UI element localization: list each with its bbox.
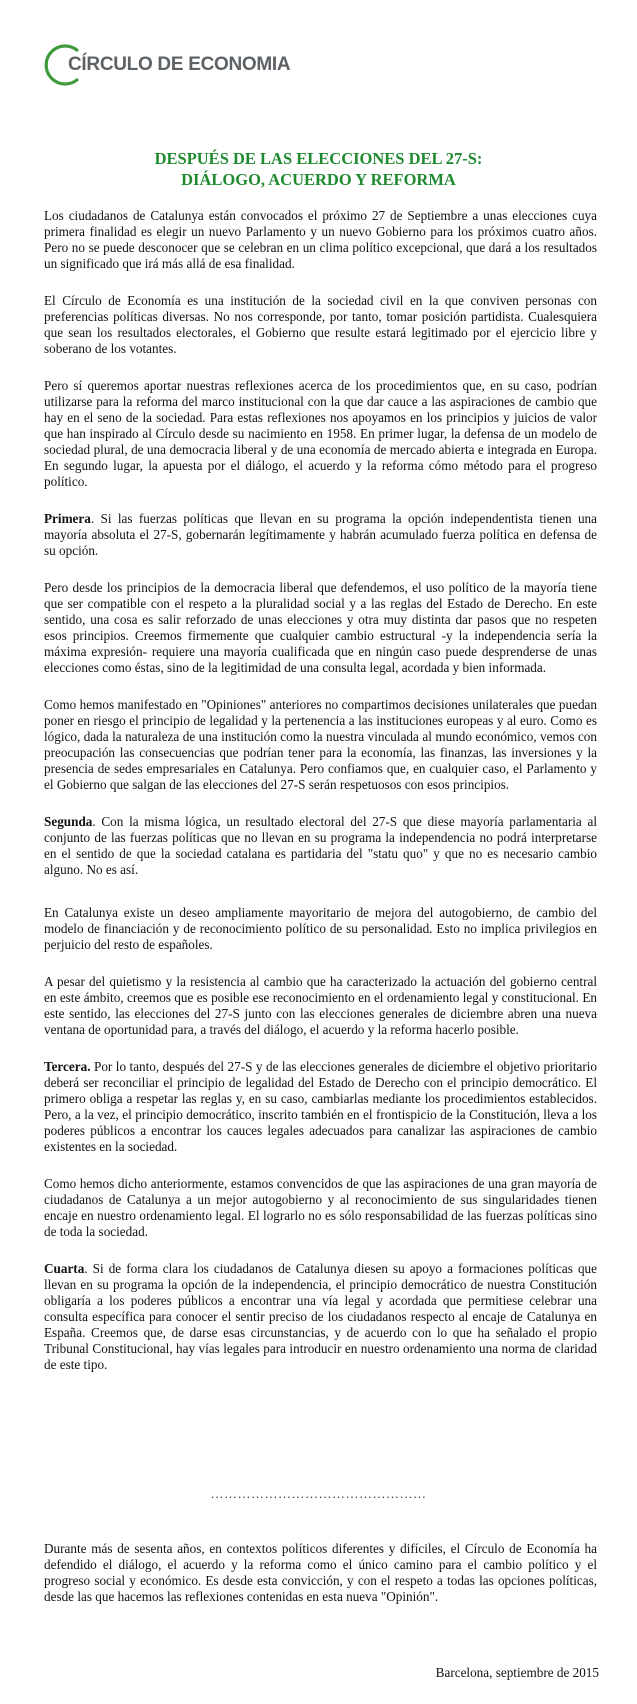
closing-paragraph: Durante más de sesenta años, en contextos políticos diferentes y difíciles, el Círculo de Economía ha defendido el diálogo, el acuerdo y la reforma como el único camino para el cambio político y el progreso social y económico. Es desde esta convicción, y con el respeto a todas las opciones políticas, desde las que hacemos las reflexiones contenidas en esta nueva "Opinión". (44, 1541, 597, 1604)
paragraph (44, 697, 597, 793)
paragraph-text: El Círculo de Economía es una institución de la sociedad civil en la que conviven personas con preferencias políticas diversas. No nos corresponde, por tanto, tomar posición partidista. Cualesquiera que sean los resultados electorales, el Gobierno que resulte estará legitimado por el ejercicio libre y soberano de los votantes. (44, 293, 597, 356)
paragraph-text: Como hemos dicho anteriormente, estamos convencidos de que las aspiraciones de una gran mayoría de ciudadanos de Catalunya a un mejor autogobierno y al reconocimiento de sus singularidades tienen encaje en nuestro ordenamiento legal. El lograrlo no es sólo responsabilidad de las fuerzas políticas sino de toda la sociedad. (44, 1176, 597, 1239)
organization-logo (44, 42, 290, 88)
document-body (44, 208, 597, 1394)
paragraph-text: En Catalunya existe un deseo ampliamente mayoritario de mejora del autogobierno, de cambio del modelo de financiación y de reconocimiento político de su personalidad. Esto no implica privilegios en perjuicio del resto de españoles. (44, 905, 597, 952)
place-and-date: Barcelona, septiembre de 2015 (435, 1665, 599, 1680)
logo-text: CÍRCULO DE ECONOMIA (68, 54, 291, 75)
paragraph (44, 378, 597, 490)
paragraph-text: . Con la misma lógica, un resultado electoral del 27-S que diese mayoría parlamentaria al conjunto de las fuerzas políticas que no llevan en su programa la independencia no podrá interpretarse en el sentido de que la sociedad catalana es partidaria del "statu quo" y que no es necesario cambio alguno. No es así. (44, 814, 597, 877)
title-line-2: DIÁLOGO, ACUERDO Y REFORMA (181, 170, 456, 189)
paragraph (44, 905, 597, 953)
paragraph-cuarta (44, 1261, 597, 1373)
paragraph-primera (44, 511, 597, 559)
paragraph (44, 974, 597, 1038)
paragraph-text: Como hemos manifestado en "Opiniones" anteriores no compartimos decisiones unilaterales que puedan poner en riesgo el principio de legalidad y la pertenencia a las instituciones europeas y al euro. Como es lógico, dada la naturaleza de una institución como la nuestra vinculada al mundo económico, vemos con preocupación las consecuencias que podrían tener para la economía, las finanzas, las inversiones y la presencia de sedes empresariales en Catalunya. Pero confiamos que, en cualquier caso, el Parlamento y el Gobierno que salgan de las elecciones del 27-S serán respetuosos con esos principios. (44, 697, 597, 792)
paragraph-lead: Primera (44, 511, 91, 526)
paragraph-text: A pesar del quietismo y la resistencia al cambio que ha caracterizado la actuación del gobierno central en este ámbito, creemos que es posible ese reconocimiento en el ordenamiento legal y constitucional. En este sentido, las elecciones del 27-S junto con las elecciones generales de diciembre abren una nueva ventana de oportunidad para, a través del diálogo, el acuerdo y la reforma hacerlo posible. (44, 974, 597, 1037)
paragraph-lead: Tercera. (44, 1059, 91, 1074)
document-title (0, 148, 637, 190)
paragraph-text: . Si de forma clara los ciudadanos de Catalunya diesen su apoyo a formaciones políticas que llevan en su programa la opción de la independencia, el principio democrático de nuestra Constitución obligaría a los poderes públicos a encontrar una vía legal y acordada que permitiese celebrar una consulta específica para conocer el sentir preciso de los ciudadanos respecto al encaje de Catalunya en España. Creemos que, de darse esas circunstancias, y de acuerdo con lo que ha señalado el propio Tribunal Constitucional, hay vías legales para introducir en nuestro ordenamiento una norma de claridad de este tipo. (44, 1261, 597, 1372)
paragraph (44, 1176, 597, 1240)
paragraph-text: Por lo tanto, después del 27-S y de las elecciones generales de diciembre el objetivo prioritario deberá ser reconciliar el principio de legalidad del Estado de Derecho con el principio democrático. El primero obliga a respetar las reglas y, en su caso, cambiarlas mediante los procedimientos establecidos. Pero, a la vez, el principio democrático, inscrito también en el frontispicio de la Constitución, lleva a los poderes públicos a encontrar los cauces legales adecuados para canalizar las aspiraciones de cambio existentes en la sociedad. (44, 1059, 597, 1154)
paragraph-text: Pero desde los principios de la democracia liberal que defendemos, el uso político de la mayoría tiene que ser compatible con el respeto a la pluralidad social y a las reglas del Estado de Derecho. En este sentido, una cosa es salir reforzado de unas elecciones y otra muy distinta dar pasos que no respeten esos principios. Creemos firmemente que cualquier cambio estructural -y la independencia sería la máxima expresión- requiere una mayoría cualificada que en ningún caso puede desprenderse de unas elecciones como éstas, sino de la legitimidad de una consulta legal, acordada y bien informada. (44, 580, 597, 675)
paragraph-text: . Si las fuerzas políticas que llevan en su programa la opción independentista tienen una mayoría absoluta el 27-S, gobernarán legítimamente y habrán acumulado fuerza política en defensa de su opción. (44, 511, 597, 558)
paragraph-tercera (44, 1059, 597, 1155)
title-line-1: DESPUÉS DE LAS ELECCIONES DEL 27-S: (154, 149, 483, 168)
paragraph-lead: Segunda (44, 814, 93, 829)
section-separator: ………………………………………… (210, 1486, 427, 1501)
paragraph-segunda (44, 814, 597, 878)
paragraph (44, 208, 597, 272)
paragraph-text: Pero sí queremos aportar nuestras reflexiones acerca de los procedimientos que, en su caso, podrían utilizarse para la reforma del marco institucional con la que dar cauce a las aspiraciones de cambio que hay en el seno de la sociedad. Para estas reflexiones nos apoyamos en los principios y juicios de valor que han inspirado al Círculo desde su nacimiento en 1958. En primer lugar, la defensa de un modelo de sociedad plural, de una democracia liberal y de una economía de mercado abierta e integrada en Europa. En segundo lugar, la apuesta por el diálogo, el acuerdo y la reforma cómo método para el progreso político. (44, 378, 597, 489)
paragraph-lead: Cuarta (44, 1261, 85, 1276)
paragraph (44, 580, 597, 676)
paragraph-text: Los ciudadanos de Catalunya están convocados el próximo 27 de Septiembre a unas elecciones cuya primera finalidad es elegir un nuevo Parlamento y un nuevo Gobierno para los próximos cuatro años. Pero no se puede desconocer que se celebran en un clima político excepcional, que dará a los resultados un significado que irá más allá de esa finalidad. (44, 208, 597, 271)
paragraph (44, 293, 597, 357)
